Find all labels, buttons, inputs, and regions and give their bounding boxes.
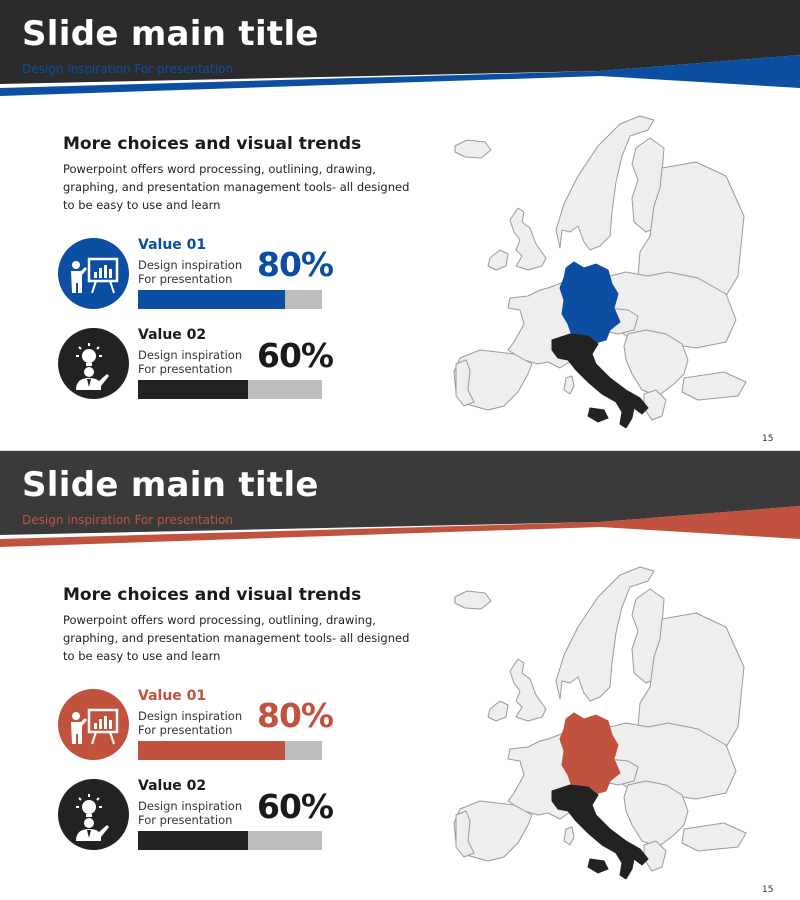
content-description: Powerpoint offers word processing, outlining, drawing, graphing, and presentation management tools- all designed to be easy to use and learn xyxy=(63,162,410,212)
europe-map xyxy=(440,559,750,879)
slide-title: Slide main title xyxy=(22,14,319,54)
value-01-progress-fill xyxy=(138,741,285,760)
slide-subtitle: Design inspiration For presentation xyxy=(22,62,233,76)
value-01-progress-fill xyxy=(138,290,285,309)
slide-title: Slide main title xyxy=(22,465,319,505)
value-01-percent: 80% xyxy=(257,245,333,284)
value-02-label: Value 02 xyxy=(138,778,207,794)
presenter-chart-icon xyxy=(58,689,129,760)
slide-red[interactable] xyxy=(0,450,800,900)
idea-person-icon xyxy=(58,779,129,850)
value-01-progress-bar xyxy=(138,290,322,309)
content-heading: More choices and visual trends xyxy=(63,134,362,154)
value-02-desc-line2: For presentation xyxy=(138,813,233,827)
europe-map xyxy=(440,108,750,428)
value-01-percent: 80% xyxy=(257,696,333,735)
idea-person-icon xyxy=(58,328,129,399)
page-number: 15 xyxy=(762,885,774,895)
value-02-progress-fill xyxy=(138,831,248,850)
value-01-progress-bar xyxy=(138,741,322,760)
value-02-progress-fill xyxy=(138,380,248,399)
value-02-desc-line2: For presentation xyxy=(138,362,233,376)
value-02-label: Value 02 xyxy=(138,327,207,343)
content-heading: More choices and visual trends xyxy=(63,585,362,605)
slide-subtitle: Design inspiration For presentation xyxy=(22,513,233,527)
content-description: Powerpoint offers word processing, outlining, drawing, graphing, and presentation management tools- all designed to be easy to use and learn xyxy=(63,613,410,663)
value-01-desc-line2: For presentation xyxy=(138,272,233,286)
value-02-desc-line1: Design inspiration xyxy=(138,348,243,362)
value-02-progress-bar xyxy=(138,380,322,399)
value-02-progress-bar xyxy=(138,831,322,850)
value-02-percent: 60% xyxy=(257,336,333,375)
value-01-label: Value 01 xyxy=(138,237,207,253)
presenter-chart-icon xyxy=(58,238,129,309)
value-02-desc-line1: Design inspiration xyxy=(138,799,243,813)
value-01-desc-line1: Design inspiration xyxy=(138,258,243,272)
value-02-percent: 60% xyxy=(257,787,333,826)
value-01-desc-line2: For presentation xyxy=(138,723,233,737)
value-01-label: Value 01 xyxy=(138,688,207,704)
value-01-desc-line1: Design inspiration xyxy=(138,709,243,723)
page-number: 15 xyxy=(762,434,774,444)
